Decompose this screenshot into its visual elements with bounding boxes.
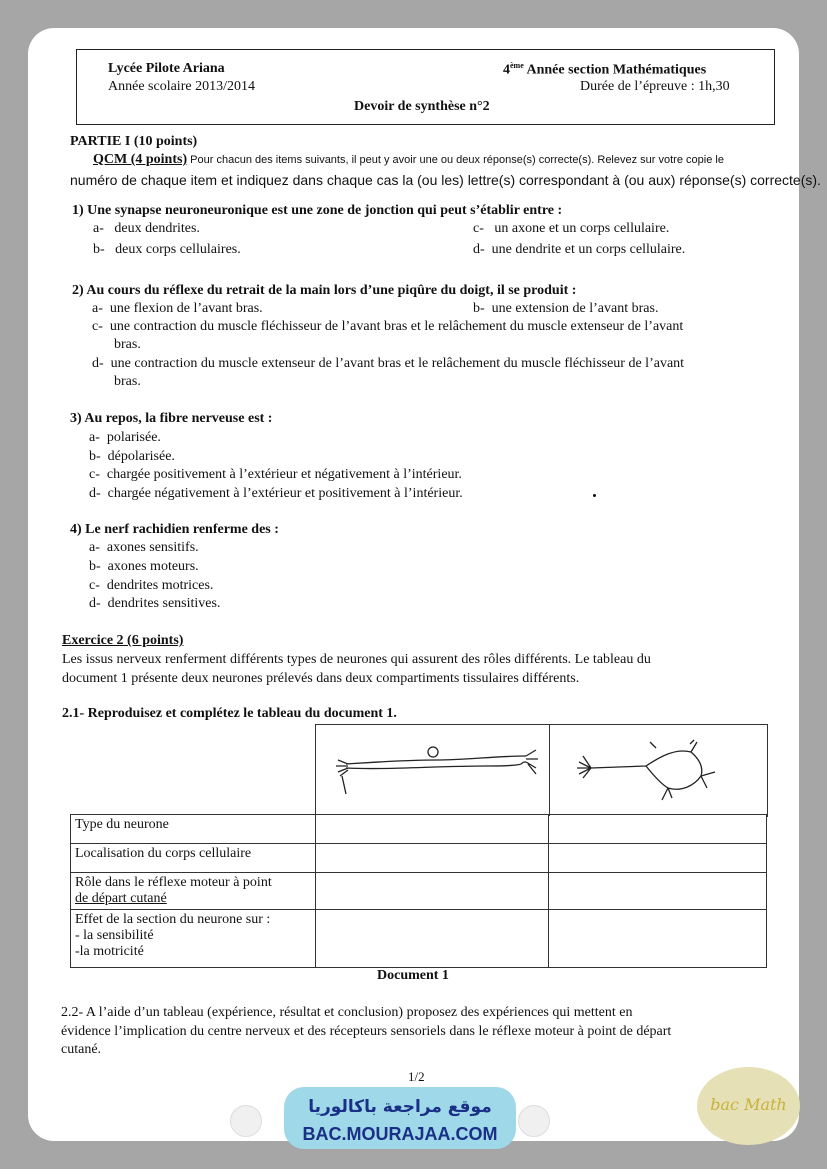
- q2-option-a: a- une flexion de l’avant bras.: [92, 301, 263, 316]
- qcm-label: QCM (4 points): [93, 152, 188, 167]
- class-label: 4ème Année section Mathématiques: [503, 61, 707, 78]
- table-cell: [315, 844, 549, 873]
- table-row: [71, 873, 767, 910]
- q3-option-d: d- chargée négativement à l’extérieur et positivement à l’intérieur.: [89, 486, 463, 501]
- part1-title: PARTIE I (10 points): [70, 134, 198, 149]
- banner-site-link[interactable]: BAC.MOURAJAA.COM: [302, 1124, 498, 1144]
- q2-option-c: c- une contraction du muscle fléchisseur de l’avant bras et le relâchement du muscle extenseur de l’avant: [92, 319, 684, 334]
- table-row: [71, 815, 767, 844]
- q22-text-1: 2.2- A l’aide d’un tableau (expérience, résultat et conclusion) proposez des expériences qui mettent en: [61, 1005, 633, 1020]
- row-label-effet: Effet de la section du neurone sur : - la sensibilité -la motricité: [71, 910, 316, 968]
- q3-option-b: b- dépolarisée.: [89, 449, 175, 464]
- ex2-intro-2: document 1 présente deux neurones prélevés dans deux compartiments tissulaires différents.: [62, 671, 580, 686]
- q2-option-c-cont: bras.: [114, 337, 141, 352]
- table-cell: [315, 815, 549, 844]
- document1-table: [70, 814, 767, 968]
- q2-option-b: b- une extension de l’avant bras.: [473, 301, 659, 316]
- q1-option-a: a- deux dendrites.: [93, 221, 200, 236]
- document1-caption: Document 1: [377, 968, 449, 983]
- motor-neuron-drawing: [577, 740, 715, 800]
- qcm-instruction-2: numéro de chaque item et indiquez dans chaque cas la (ou les) lettre(s) correspondant à (ou aux) réponse(s) correcte(s).: [70, 172, 821, 188]
- q4-option-c: c- dendrites motrices.: [89, 578, 214, 593]
- q3-option-c: c- chargée positivement à l’extérieur et négativement à l’intérieur.: [89, 467, 462, 482]
- row-label-role: Rôle dans le réflexe moteur à point de départ cutané: [71, 873, 316, 910]
- bac-math-logo-text: bac Math: [710, 1095, 787, 1114]
- q4-option-b: b- axones moteurs.: [89, 559, 199, 574]
- page-number: 1/2: [408, 1069, 425, 1084]
- q3-stem: 3) Au repos, la fibre nerveuse est :: [70, 411, 273, 426]
- q1-option-d: d- une dendrite et un corps cellulaire.: [473, 242, 686, 257]
- q1-option-c: c- un axone et un corps cellulaire.: [473, 221, 670, 236]
- banner-arabic-text: موقع مراجعة باكالوريا: [308, 1097, 492, 1117]
- exam-title: Devoir de synthèse n°2: [354, 99, 490, 114]
- row-label-localisation: Localisation du corps cellulaire: [71, 844, 316, 873]
- table-row: [71, 910, 767, 968]
- school-year: Année scolaire 2013/2014: [108, 79, 255, 94]
- q3-option-a: a- polarisée.: [89, 430, 161, 445]
- q21-text: 2.1- Reproduisez et complétez le tableau du document 1.: [62, 706, 397, 721]
- q22-text-3: cutané.: [61, 1042, 102, 1057]
- ex2-intro-1: Les issus nerveux renferment différents types de neurones qui assurent des rôles différents. Le tableau du: [62, 652, 651, 667]
- row-label-type: Type du neurone: [71, 815, 316, 844]
- table-cell: [315, 910, 549, 968]
- table-cell: [549, 815, 767, 844]
- table-cell: [549, 844, 767, 873]
- q4-stem: 4) Le nerf rachidien renferme des :: [70, 522, 279, 537]
- right-mini-logo-icon: [518, 1105, 550, 1137]
- q22-text-2: évidence l’implication du centre nerveux et des récepteurs sensoriels dans le réflexe moteur à point de départ: [61, 1024, 672, 1039]
- q4-option-a: a- axones sensitifs.: [89, 540, 199, 555]
- q1-stem: 1) Une synapse neuroneuronique est une zone de jonction qui peut s’établir entre :: [72, 203, 563, 218]
- qcm-line-1: [93, 152, 724, 168]
- table-row: [71, 844, 767, 873]
- q4-option-d: d- dendrites sensitives.: [89, 596, 221, 611]
- ex2-title: Exercice 2 (6 points): [62, 633, 184, 648]
- q2-stem: 2) Au cours du réflexe du retrait de la main lors d’une piqûre du doigt, il se produit :: [72, 283, 577, 298]
- neuron-drawings: [316, 726, 766, 816]
- exam-duration: Durée de l’épreuve : 1h,30: [580, 79, 730, 94]
- table-cell: [549, 873, 767, 910]
- left-mini-logo-icon: [230, 1105, 262, 1137]
- school-name: Lycée Pilote Ariana: [108, 61, 225, 76]
- table-cell: [549, 910, 767, 968]
- q1-option-b: b- deux corps cellulaires.: [93, 242, 241, 257]
- table-cell: [315, 873, 549, 910]
- ink-dot: [593, 494, 596, 497]
- sensory-neuron-drawing: [336, 747, 538, 794]
- qcm-instruction-1: Pour chacun des items suivants, il peut y avoir une ou deux réponse(s) correcte(s). Relevez sur votre copie le: [187, 154, 724, 166]
- q2-option-d: d- une contraction du muscle extenseur de l’avant bras et le relâchement du muscle fléchisseur de l’avant: [92, 356, 685, 371]
- q2-option-d-cont: bras.: [114, 374, 141, 389]
